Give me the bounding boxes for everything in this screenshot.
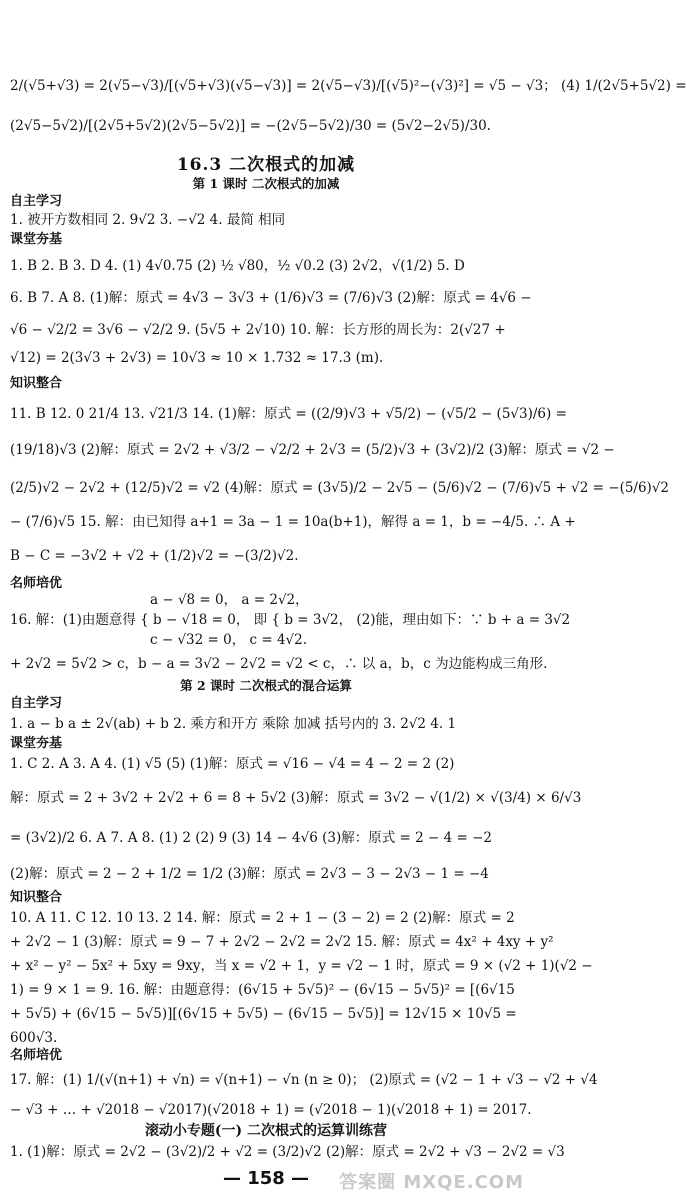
l2-zhishi-line: 1) = 9 × 1 = 9. 16. 解：由题意得：(6√15 + 5√5)² − (6√15 − 5√5)² = [(6√15 — [10, 982, 515, 998]
l1-zhishi-line: 11. B 12. 0 21/4 13. √21/3 14. (1)解：原式 = ((2/9)√3 + √5/2) − (√5/2 − (5√3)/6) = — [10, 406, 567, 422]
l1-zhishi-line: B − C = −3√2 + √2 + (1/2)√2 = −(3/2)√2. — [10, 548, 299, 564]
l2-zizhu-line: 1. a − b a ± 2√(ab) + b 2. 乘方和开方 乘除 加减 括号内的 3. 2√2 4. 1 — [10, 716, 457, 732]
l1-zizhu-line: 1. 被开方数相同 2. 9√2 3. −√2 4. 最简 相同 — [10, 212, 286, 228]
l1-ketang-line: √12) = 2(3√3 + 2√3) = 10√3 ≈ 10 × 1.732 ≈ 17.3 (m). — [10, 350, 384, 366]
l1-zhishi-line: − (7/6)√5 15. 解：由已知得 a+1 = 3a − 1 = 10a(b+1)，解得 a = 1，b = −4/5. ∴ A + — [10, 514, 576, 530]
l1-ketang-heading: 课堂夯基 — [10, 232, 63, 247]
l2-ketang-line: = (3√2)/2 6. A 7. A 8. (1) 2 (2) 9 (3) 14 − 4√6 (3)解：原式 = 2 − 4 = −2 — [10, 830, 492, 846]
l1-mingshi-heading: 名师培优 — [10, 576, 63, 591]
l1-mingshi-line: a − √8 = 0， a = 2√2， — [150, 592, 309, 608]
l2-zhishi-line: 600√3. — [10, 1030, 58, 1046]
l2-ketang-heading: 课堂夯基 — [10, 736, 63, 751]
lesson1-title: 第 1 课时 二次根式的加减 — [192, 176, 340, 191]
l2-zizhu-heading: 自主学习 — [10, 696, 63, 711]
l1-ketang-line: 1. B 2. B 3. D 4. (1) 4√0.75 (2) ½ √80，½ √0.2 (3) 2√2，√(1/2) 5. D — [10, 258, 465, 274]
l2-mingshi-line: 17. 解：(1) 1/(√(n+1) + √n) = √(n+1) − √n (n ≥ 0)； (2)原式 = (√2 − 1 + √3 − √2 + √4 — [10, 1072, 598, 1088]
l1-zhishi-heading: 知识整合 — [10, 376, 63, 391]
top-line-1: 2/(√5+√3) = 2(√5−√3)/[(√5+√3)(√5−√3)] = 2(√5−√3)/[(√5)²−(√3)²] = √5 − √3； (4) 1/(2√5+5√2) = — [10, 78, 687, 94]
l1-mingshi-line: c − √32 = 0， c = 4√2. — [150, 632, 308, 648]
l2-mingshi-heading: 名师培优 — [10, 1048, 63, 1063]
l2-zhishi-line: + 5√5) + (6√15 − 5√5)][(6√15 + 5√5) − (6√15 − 5√5)] = 12√15 × 10√5 = — [10, 1006, 517, 1022]
top-line-2: (2√5−5√2)/[(2√5+5√2)(2√5−5√2)] = −(2√5−5√2)/30 = (5√2−2√5)/30. — [10, 118, 491, 134]
watermark-logo: 答案圈 MXQE.COM — [339, 1172, 524, 1193]
lesson2-title: 第 2 课时 二次根式的混合运算 — [180, 678, 352, 693]
topic-line: 1. (1)解：原式 = 2√2 − (3√2)/2 + √2 = (3/2)√2 (2)解：原式 = 2√2 + √3 − 2√2 = √3 — [10, 1144, 565, 1160]
topic-title: 滚动小专题(一) 二次根式的运算训练营 — [144, 1123, 388, 1139]
l1-mingshi-line: 16. 解：(1)由题意得 { b − √18 = 0， 即 { b = 3√2， (2)能，理由如下：∵ b + a = 3√2 — [10, 612, 571, 628]
l2-zhishi-line: + 2√2 − 1 (3)解：原式 = 9 − 7 + 2√2 − 2√2 = 2√2 15. 解：原式 = 4x² + 4xy + y² — [10, 934, 554, 950]
l2-mingshi-line: − √3 + … + √2018 − √2017)(√2018 + 1) = (√2018 − 1)(√2018 + 1) = 2017. — [10, 1102, 532, 1118]
section-title: 16.3 二次根式的加减 — [176, 155, 356, 175]
l1-ketang-line: √6 − √2/2 = 3√6 − √2/2 9. (5√5 + 2√10) 10. 解：长方形的周长为：2(√27 + — [10, 322, 506, 338]
l2-ketang-line: (2)解：原式 = 2 − 2 + 1/2 = 1/2 (3)解：原式 = 2√3 − 3 − 2√3 − 1 = −4 — [10, 866, 489, 882]
l2-ketang-line: 1. C 2. A 3. A 4. (1) √5 (5) (1)解：原式 = √16 − √4 = 4 − 2 = 2 (2) — [10, 756, 455, 772]
l2-ketang-line: 解：原式 = 2 + 3√2 + 2√2 + 6 = 8 + 5√2 (3)解：原式 = 3√2 − √(1/2) × √(3/4) × 6/√3 — [10, 790, 582, 806]
l2-zhishi-line: + x² − y² − 5x² + 5xy = 9xy，当 x = √2 + 1，y = √2 − 1 时，原式 = 9 × (√2 + 1)(√2 − — [10, 958, 593, 974]
l1-mingshi-line: + 2√2 = 5√2 > c，b − a = 3√2 − 2√2 = √2 < c，∴ 以 a，b，c 为边能构成三角形. — [10, 656, 548, 672]
page-number: — 158 — — [222, 1168, 310, 1189]
l1-zhishi-line: (19/18)√3 (2)解：原式 = 2√2 + √3/2 − √2/2 + 2√3 = (5/2)√3 + (3√2)/2 (3)解：原式 = √2 − — [10, 442, 615, 458]
l2-zhishi-heading: 知识整合 — [10, 890, 63, 905]
l1-ketang-line: 6. B 7. A 8. (1)解：原式 = 4√3 − 3√3 + (1/6)√3 = (7/6)√3 (2)解：原式 = 4√6 − — [10, 290, 532, 306]
l2-zhishi-line: 10. A 11. C 12. 10 13. 2 14. 解：原式 = 2 + 1 − (3 − 2) = 2 (2)解：原式 = 2 — [10, 910, 515, 926]
l1-zhishi-line: (2/5)√2 − 2√2 + (12/5)√2 = √2 (4)解：原式 = (3√5)/2 − 2√5 − (5/6)√2 − (7/6)√5 + √2 = −(5/6)√2 — [10, 480, 670, 496]
l1-zizhu-heading: 自主学习 — [10, 194, 63, 209]
